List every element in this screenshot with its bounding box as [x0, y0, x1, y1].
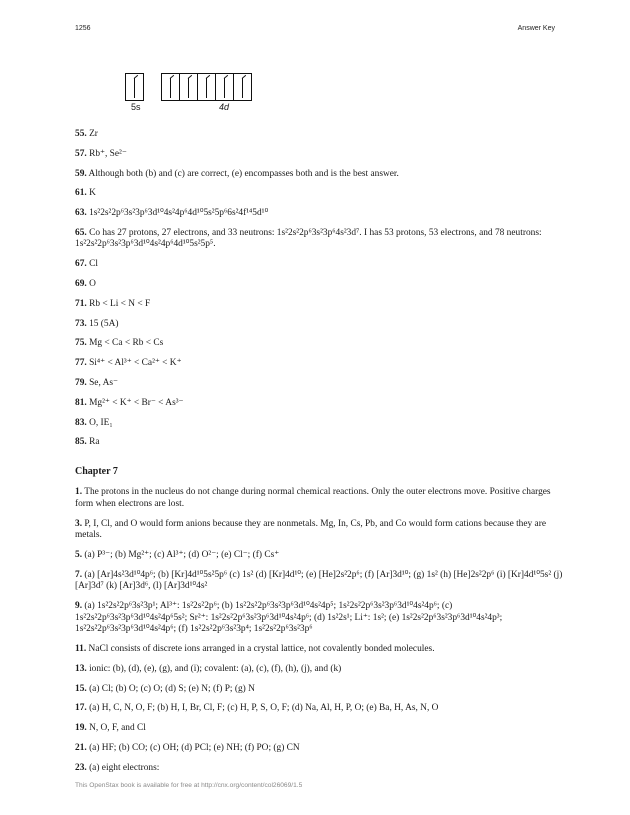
chapter-6-answers — [75, 129, 565, 449]
orbital-label-5s: 5s — [131, 102, 141, 112]
answer-text: N, O, F, and Cl — [89, 723, 146, 734]
answer-text: (a) H, C, N, O, F; (b) H, I, Br, Cl, F; (c) H, P, S, O, F; (d) Na, Al, H, P, O; (e) Ba, H, As, N, O — [89, 703, 439, 714]
orbital-box-4d-4 — [215, 73, 234, 101]
answer-number: 69. — [75, 279, 87, 290]
answer-number: 61. — [75, 188, 87, 199]
answer-number: 19. — [75, 723, 87, 734]
answer-entry — [75, 664, 565, 676]
page-number: 1256 — [75, 25, 91, 32]
answer-number: 73. — [75, 318, 87, 329]
answer-number: 13. — [75, 663, 87, 674]
answer-entry — [75, 723, 565, 735]
answer-entry — [75, 763, 565, 775]
answer-entry — [75, 228, 565, 251]
answer-text: (a) P³⁻; (b) Mg²⁺; (c) Al³⁺; (d) O²⁻; (e) Cl⁻; (f) Cs⁺ — [84, 550, 280, 561]
answer-number: 75. — [75, 338, 87, 349]
footer-note: This OpenStax book is available for free at http://cnx.org/content/col26069/1.5 — [75, 782, 303, 789]
answer-entry — [75, 487, 565, 510]
orbital-box-4d-2 — [179, 73, 198, 101]
answer-entry — [75, 418, 565, 430]
answer-text: Mg²⁺ < K⁺ < Br⁻ < As³⁻ — [89, 397, 184, 408]
answer-entry — [75, 208, 565, 220]
answer-text: O, IE₁ — [89, 417, 113, 428]
answer-entry — [75, 188, 565, 200]
orbital-box-5s — [125, 73, 144, 101]
answer-number: 59. — [75, 168, 87, 179]
answer-entry — [75, 319, 565, 331]
answer-entry — [75, 129, 565, 141]
orbital-box-4d-3 — [197, 73, 216, 101]
answer-number: 77. — [75, 358, 87, 369]
answer-number: 57. — [75, 148, 87, 159]
answer-number: 17. — [75, 703, 87, 714]
answer-number: 3. — [75, 518, 83, 529]
answer-number: 55. — [75, 129, 87, 139]
answer-number: 63. — [75, 208, 87, 219]
answer-number: 21. — [75, 742, 87, 753]
answer-number: 67. — [75, 259, 87, 270]
answer-text: P, I, Cl, and O would form anions because they are nonmetals. Mg, In, Cs, Pb, and Co would form cations because they are metals. — [75, 518, 546, 541]
answer-entry — [75, 519, 565, 542]
answer-text: Rb⁺, Se²⁻ — [89, 148, 127, 159]
answer-entry — [75, 743, 565, 755]
answer-list — [75, 129, 565, 783]
answer-entry — [75, 279, 565, 291]
answer-number: 81. — [75, 397, 87, 408]
answer-number: 85. — [75, 437, 87, 448]
answer-text: (a) 1s²2s²2p⁶3s²3p¹; Al³⁺: 1s²2s²2p⁶; (b) 1s²2s²2p⁶3s²3p⁶3d¹⁰4s²4p⁵; 1s²2s²2p⁶3s²3p⁶3d¹⁰4s²4p⁶; (c) 1s²2s²2p⁶3s²3p⁶3d¹⁰4s²4p⁶5s²; Sr²⁺: 1s²2s²2p⁶3s²3p⁶3d¹⁰4s²4p⁶; (d) 1s²2s¹; Li⁺: 1s²; (e) 1s²2s²2p⁶3s²3p⁶3d¹⁰4s²4p³; 1s²2s²2p⁶3s²3p⁶3d¹⁰4s²4p⁶; (f) 1s²2s²2p⁶3s²3p⁴; 1s²2s²2p⁶3s²3p⁶ — [75, 601, 503, 635]
section-title: Answer Key — [517, 25, 555, 32]
orbital-label-4d: 4d — [219, 102, 230, 112]
answer-text: Co has 27 protons, 27 electrons, and 33 neutrons: 1s²2s²2p⁶3s²3p⁶4s²3d⁷. I has 53 protons, 53 electrons, and 78 neutrons: 1s²2s²2p⁶3s²3p⁶3d¹⁰4s²4p⁶4d¹⁰5s²5p⁵. — [75, 227, 542, 250]
answer-text: Although both (b) and (c) are correct, (e) encompasses both and is the best answer. — [88, 168, 399, 179]
answer-text: ionic: (b), (d), (e), (g), and (i); covalent: (a), (c), (f), (h), (j), and (k) — [89, 663, 342, 674]
answer-text: Rb < Li < N < F — [89, 298, 151, 309]
answer-number: 15. — [75, 683, 87, 694]
answer-entry — [75, 550, 565, 562]
answer-entry — [75, 570, 565, 593]
answer-text: 1s²2s²2p⁶3s²3p⁶3d¹⁰4s²4p⁶4d¹⁰5s²5p⁶6s²4f¹⁴5d¹⁰ — [89, 208, 269, 219]
answer-text: (a) Cl; (b) O; (c) O; (d) S; (e) N; (f) P; (g) N — [89, 683, 255, 694]
orbital-box-4d-1 — [161, 73, 180, 101]
answer-entry — [75, 601, 565, 636]
answer-text: 15 (5A) — [89, 318, 119, 329]
answer-entry — [75, 338, 565, 350]
answer-entry — [75, 398, 565, 410]
answer-entry — [75, 378, 565, 390]
answer-entry — [75, 437, 565, 449]
orbital-box-4d-5 — [233, 73, 252, 101]
answer-text: Mg < Ca < Rb < Cs — [89, 338, 164, 349]
chapter-7-answers — [75, 487, 565, 774]
answer-number: 9. — [75, 601, 83, 612]
answer-entry — [75, 169, 565, 181]
answer-text: K — [89, 188, 96, 199]
answer-number: 7. — [75, 569, 83, 580]
answer-text: Si⁴⁺ < Al³⁺ < Ca²⁺ < K⁺ — [89, 358, 182, 369]
answer-number: 11. — [75, 643, 87, 654]
answer-text: Se, As⁻ — [89, 378, 118, 389]
answer-text: Ra — [89, 437, 100, 448]
answer-number: 23. — [75, 762, 87, 773]
orbital-diagram — [121, 73, 296, 118]
answer-text: (a) eight electrons: — [89, 762, 160, 773]
answer-number: 83. — [75, 417, 87, 428]
chapter-heading: Chapter 7 — [75, 465, 118, 477]
answer-text: O — [89, 279, 96, 290]
answer-number: 71. — [75, 298, 87, 309]
answer-entry — [75, 299, 565, 311]
answer-entry — [75, 358, 565, 370]
answer-number: 5. — [75, 550, 83, 561]
answer-entry — [75, 644, 565, 656]
answer-entry — [75, 684, 565, 696]
answer-text: Zr — [89, 129, 98, 139]
answer-entry — [75, 703, 565, 715]
answer-text: (a) [Ar]4s²3d¹⁰4p⁶; (b) [Kr]4d¹⁰5s²5p⁶ (c) 1s² (d) [Kr]4d¹⁰; (e) [He]2s²2p⁶; (f) [Ar]3d¹⁰; (g) 1s² (h) [He]2s²2p⁶ (i) [Kr]4d¹⁰5s² (j) [Ar]3d⁷ (k) [Ar]3d⁶, (l) [Ar]3d¹⁰4s² — [75, 569, 563, 592]
answer-text: The protons in the nucleus do not change during normal chemical reactions. Only the outer electrons move. Positive charges form when electrons are lost. — [75, 487, 551, 509]
answer-entry — [75, 149, 565, 161]
answer-text: Cl — [89, 259, 98, 270]
answer-number: 65. — [75, 227, 87, 238]
answer-text: NaCl consists of discrete ions arranged in a crystal lattice, not covalently bonded molecules. — [88, 643, 435, 654]
answer-entry — [75, 259, 565, 271]
answer-number: 79. — [75, 378, 87, 389]
answer-number: 1. — [75, 487, 83, 498]
answer-text: (a) HF; (b) CO; (c) OH; (d) PCl; (e) NH; (f) PO; (g) CN — [89, 742, 300, 753]
